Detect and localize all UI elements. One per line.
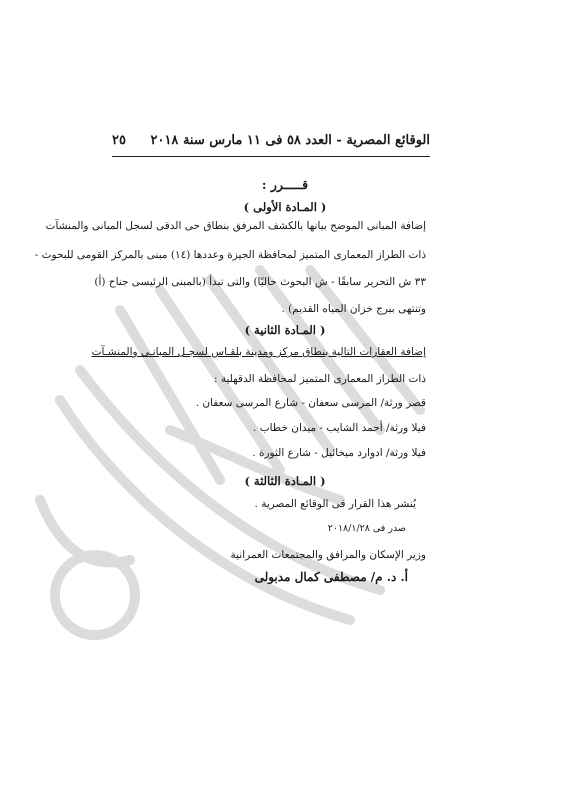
- article-2-item: فيلا ورثة/ أحمد الشايب - ميدان خطاب .: [253, 422, 426, 434]
- article-1-line: وتنتهى ببرج خزان المياه القديم) .: [281, 303, 426, 315]
- gazette-issue-title: الوقائع المصرية - العدد ٥٨ فى ١١ مارس سنة ٢٠١٨: [150, 133, 430, 148]
- header-divider: [112, 156, 430, 157]
- article-1-line: ٣٣ ش التحرير سابقًا - ش البحوث حاليًا) والتى تبدأ (بالمبنى الرئيسى جناح (أ): [94, 276, 426, 288]
- issue-date: صدر فى ٢٠١٨/١/٢٨: [327, 523, 406, 534]
- article-1-title: ( المـادة الأولى ): [243, 200, 327, 214]
- article-1-line: ذات الطراز المعمارى المتميز لمحافظة الجيزة وعددها (١٤) مبنى بالمركز القومى للبحوث -: [34, 249, 426, 261]
- article-1-line: إضافة المبانى الموضح بيانها بالكشف المرفق بنطاق حى الدقى لسجل المبانى والمنشآت: [45, 220, 426, 232]
- signer-name: أ. د. م/ مصطفى كمال مدبولى: [254, 570, 408, 584]
- article-2-line: إضافة العقارات التالية بنطاق مركز ومدينة بلقـاس لسجـل المبانـى والمنشـآت: [91, 346, 426, 358]
- page-number: ٢٥: [112, 133, 126, 148]
- article-3-title: ( المـادة الثالثة ): [244, 474, 326, 488]
- article-2-title: ( المـادة الثانية ): [244, 323, 326, 337]
- decision-heading: قـــــرر :: [261, 177, 309, 192]
- page-header: [112, 133, 430, 155]
- article-2-line: ذات الطراز المعمارى المتميز لمحافظة الدقهلية :: [213, 373, 426, 385]
- article-2-item: فيلا ورثة/ ادوارد ميخائيل - شارع الثورة .: [252, 447, 426, 459]
- signer-title: وزير الإسكان والمرافق والمجتمعات العمرانية: [230, 549, 426, 561]
- article-3-text: يُنشر هذا القرار فى الوقائع المصرية .: [254, 498, 416, 510]
- article-2-item: قصر ورثة/ المرسى سعفان - شارع المرسى سعفان .: [195, 397, 426, 409]
